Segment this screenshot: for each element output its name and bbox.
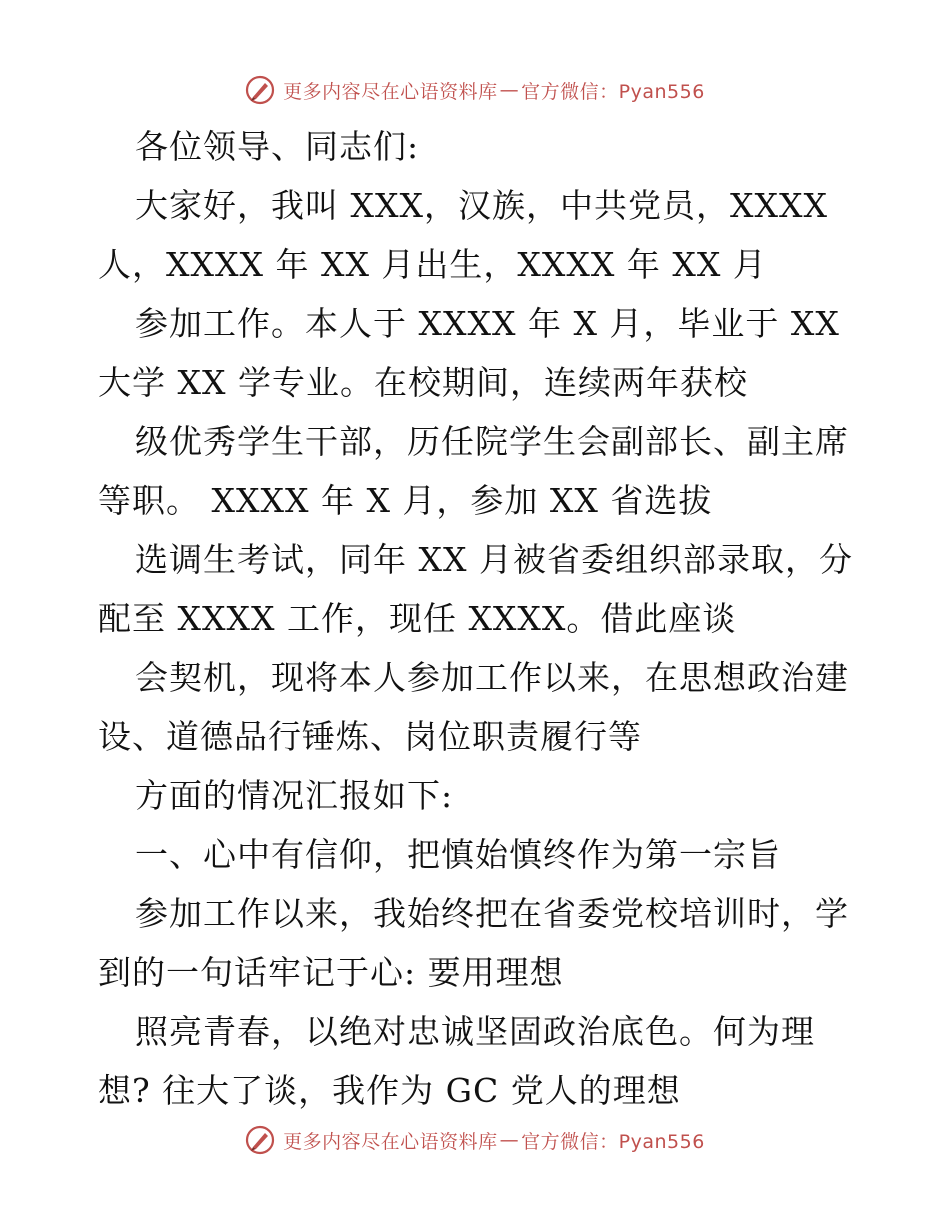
watermark-text: 更多内容尽在心语资料库 <box>283 1130 498 1153</box>
text-line: 方面的情况汇报如下: <box>135 776 454 815</box>
text-line: 参加工作以来，我始终把在省委党校培训时，学 <box>135 894 849 933</box>
section-heading: 一、心中有信仰，把慎始慎终作为第一宗旨 <box>135 835 781 874</box>
text-line: 配至 XXXX 工作，现任 XXXX。借此座谈 <box>98 599 737 638</box>
text-line: 照亮青春，以绝对忠诚坚固政治底色。何为理 <box>135 1012 815 1051</box>
text-line: 参加工作。本人于 XXXX 年 X 月，毕业于 XX <box>135 304 840 343</box>
text-line: 各位领导、同志们: <box>135 127 420 166</box>
watermark-dash: — <box>499 79 520 101</box>
text-line: 级优秀学生干部，历任院学生会副部长、副主席 <box>135 422 849 461</box>
text-line: 会契机，现将本人参加工作以来，在思想政治建 <box>135 658 849 697</box>
quill-pen-icon <box>245 75 275 105</box>
text-line: 大学 XX 学专业。在校期间，连续两年获校 <box>98 363 748 402</box>
text-line: 想? 往大了谈，我作为 GC 党人的理想 <box>98 1071 681 1110</box>
header-watermark <box>0 70 950 110</box>
text-line: 大家好，我叫 XXX，汉族，中共党员，XXXX <box>135 186 828 225</box>
text-line: 设、道德品行锤炼、岗位职责履行等 <box>98 717 642 756</box>
text-line: 人，XXXX 年 XX 月出生，XXXX 年 XX 月 <box>98 245 767 284</box>
text-line: 到的一句话牢记于心: 要用理想 <box>98 953 564 992</box>
watermark-dash: — <box>499 1129 520 1151</box>
watermark-account: 官方微信：Pyan556 <box>521 1130 705 1153</box>
quill-pen-icon <box>245 1125 275 1155</box>
watermark-text: 更多内容尽在心语资料库 <box>283 80 498 103</box>
text-line: 选调生考试，同年 XX 月被省委组织部录取，分 <box>135 540 853 579</box>
watermark-account: 官方微信：Pyan556 <box>521 80 705 103</box>
footer-watermark <box>0 1120 950 1160</box>
text-line: 等职。 XXXX 年 X 月，参加 XX 省选拔 <box>98 481 713 520</box>
